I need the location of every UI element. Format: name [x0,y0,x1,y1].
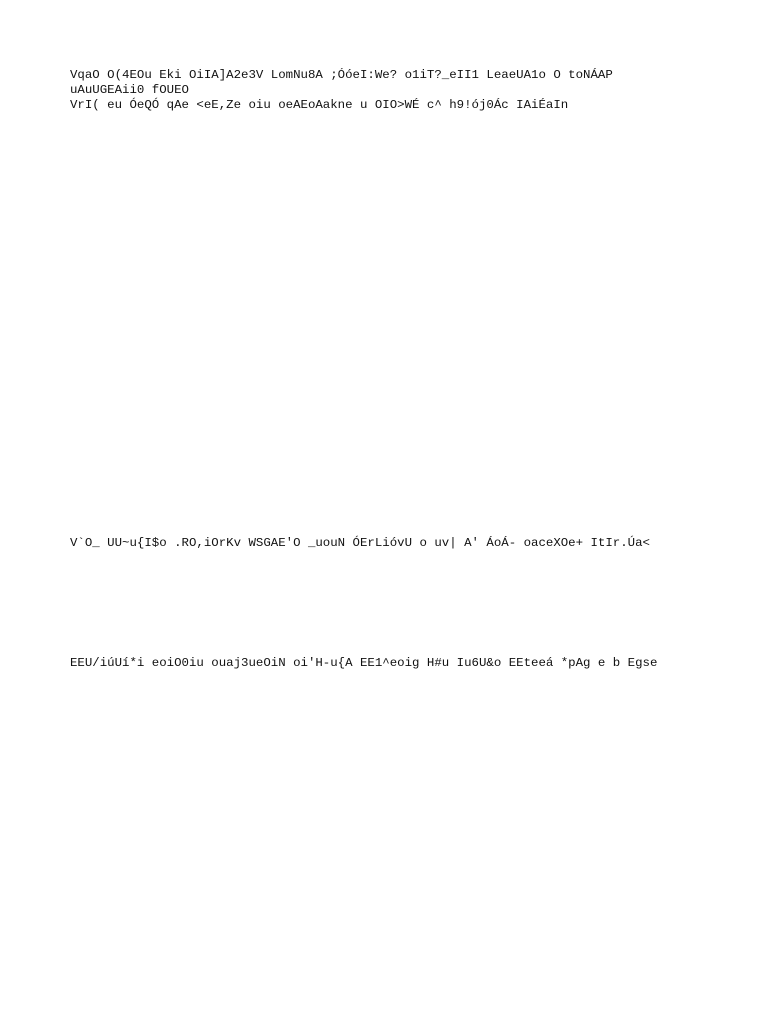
text-line: VrI( eu ÓeQÓ qAe <eE,Ze oiu oeAEoAakne u OIO>WÉ c^ h9!ój0Ác IAiÉaIn [70,98,569,113]
text-line [70,279,698,294]
text-line [70,732,698,747]
text-paragraph [70,68,698,521]
text-line [70,204,698,219]
text-line [70,626,698,641]
text-line [70,551,698,566]
text-line [70,566,698,581]
text-line [70,460,698,475]
text-line [70,476,698,491]
text-line [70,128,698,143]
text-paragraph [70,536,698,642]
text-line [70,159,698,174]
text-line [70,928,698,943]
text-line: V`O_ UU~u{I$o .RO,iOrKv WSGAE'O _uouN ÓErLióvU o uv| A' ÁoÁ- oaceXOe+ ItIr.Úa< [70,535,650,550]
text-line [70,506,698,521]
document-text-body [70,68,698,1024]
text-line [70,898,698,913]
text-line [70,294,698,309]
text-line [70,747,698,762]
text-line [70,883,698,898]
text-line [70,1004,698,1019]
text-line [70,943,698,958]
text-line [70,777,698,792]
text-line [70,838,698,853]
text-line [70,445,698,460]
text-line [70,219,698,234]
text-line [70,113,698,128]
text-line [70,581,698,596]
text-line [70,174,698,189]
text-line [70,807,698,822]
text-line [70,611,698,626]
text-line: EEU/iúUí*i eoiO0iu ouaj3ueOiN oi'H-u{A EE1^eoig H#u Iu6U&o EEteeá *pAg e b Egse [70,656,658,671]
text-line [70,325,698,340]
text-line [70,913,698,928]
text-line [70,430,698,445]
text-line [70,385,698,400]
text-line [70,687,698,702]
text-line [70,672,698,687]
text-paragraph [70,656,698,1024]
text-line: VqaO O(4EOu Eki OiIA]A2e3V LomNu8A ;ÓóeI:We? o1iT?_eII1 LeaeUA1o O toNÁAP [70,68,613,82]
text-line [70,762,698,777]
text-line [70,853,698,868]
text-line [70,249,698,264]
text-line [70,264,698,279]
text-line [70,400,698,415]
text-line [70,310,698,325]
text-line [70,491,698,506]
text-line [70,717,698,732]
text-line [70,189,698,204]
text-line [70,1019,698,1024]
text-line [70,370,698,385]
text-line [70,868,698,883]
text-line [70,143,698,158]
text-line [70,234,698,249]
text-line [70,792,698,807]
text-line [70,596,698,611]
text-line [70,702,698,717]
text-line [70,340,698,355]
text-line: uAuUGEAii0 fOUEO [70,83,189,98]
text-line [70,989,698,1004]
text-line [70,958,698,973]
text-line [70,415,698,430]
text-line [70,823,698,838]
text-line [70,973,698,988]
text-line [70,355,698,370]
